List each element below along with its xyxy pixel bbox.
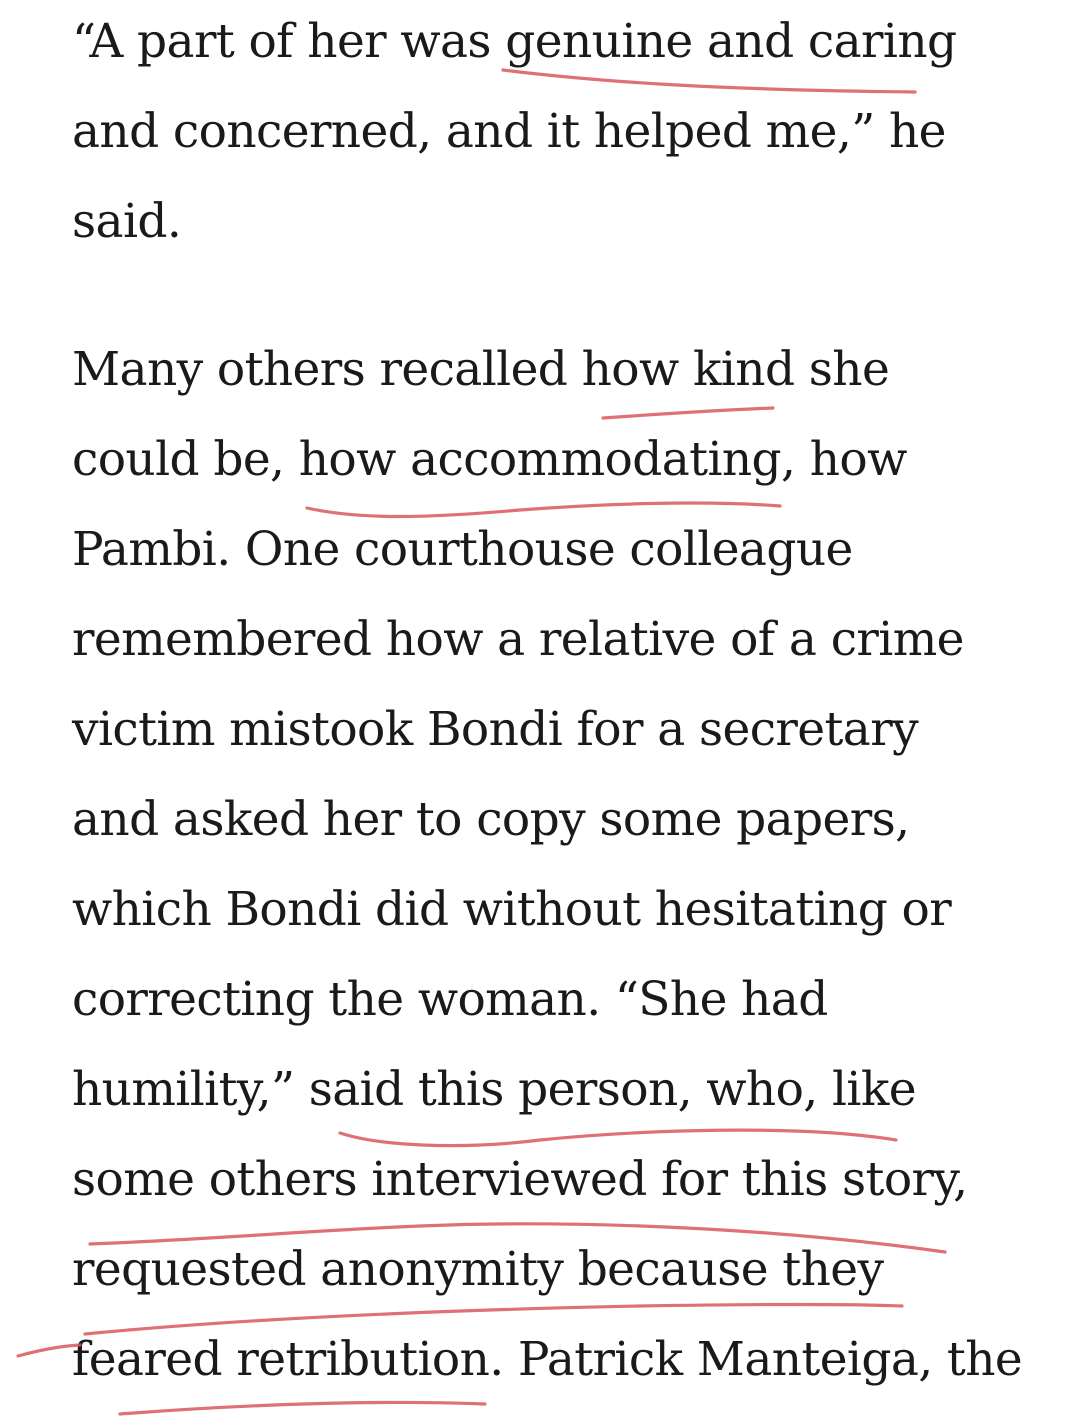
text-line: some others interviewed for this story,: [72, 1152, 968, 1207]
text-line: said.: [72, 194, 182, 249]
underline-feared-retribution-2: [120, 1402, 485, 1414]
underline-genuine-and-caring: [503, 70, 915, 92]
text-line: humility,” said this person, who, like: [72, 1062, 916, 1117]
text-line: and asked her to copy some papers,: [72, 792, 910, 847]
text-line: feared retribution. Patrick Manteiga, the: [72, 1332, 1023, 1387]
text-line: and concerned, and it helped me,” he: [72, 104, 946, 159]
text-line: could be, how accommodating, how: [72, 432, 907, 487]
underline-person-who-like: [340, 1130, 896, 1145]
text-line: Pambi. One courthouse colleague: [72, 522, 853, 577]
underline-feared-retribution: [18, 1345, 80, 1356]
text-line: remembered how a relative of a crime: [72, 612, 964, 667]
underline-kind: [603, 408, 773, 418]
text-line: requested anonymity because they: [72, 1242, 884, 1297]
text-line: which Bondi did without hesitating or: [72, 882, 952, 937]
text-line: victim mistook Bondi for a secretary: [72, 702, 919, 757]
text-line: correcting the woman. “She had: [72, 972, 828, 1027]
text-line: “A part of her was genuine and caring: [72, 14, 957, 69]
underline-how-accommodating: [307, 503, 780, 516]
text-line: Many others recalled how kind she: [72, 342, 890, 397]
